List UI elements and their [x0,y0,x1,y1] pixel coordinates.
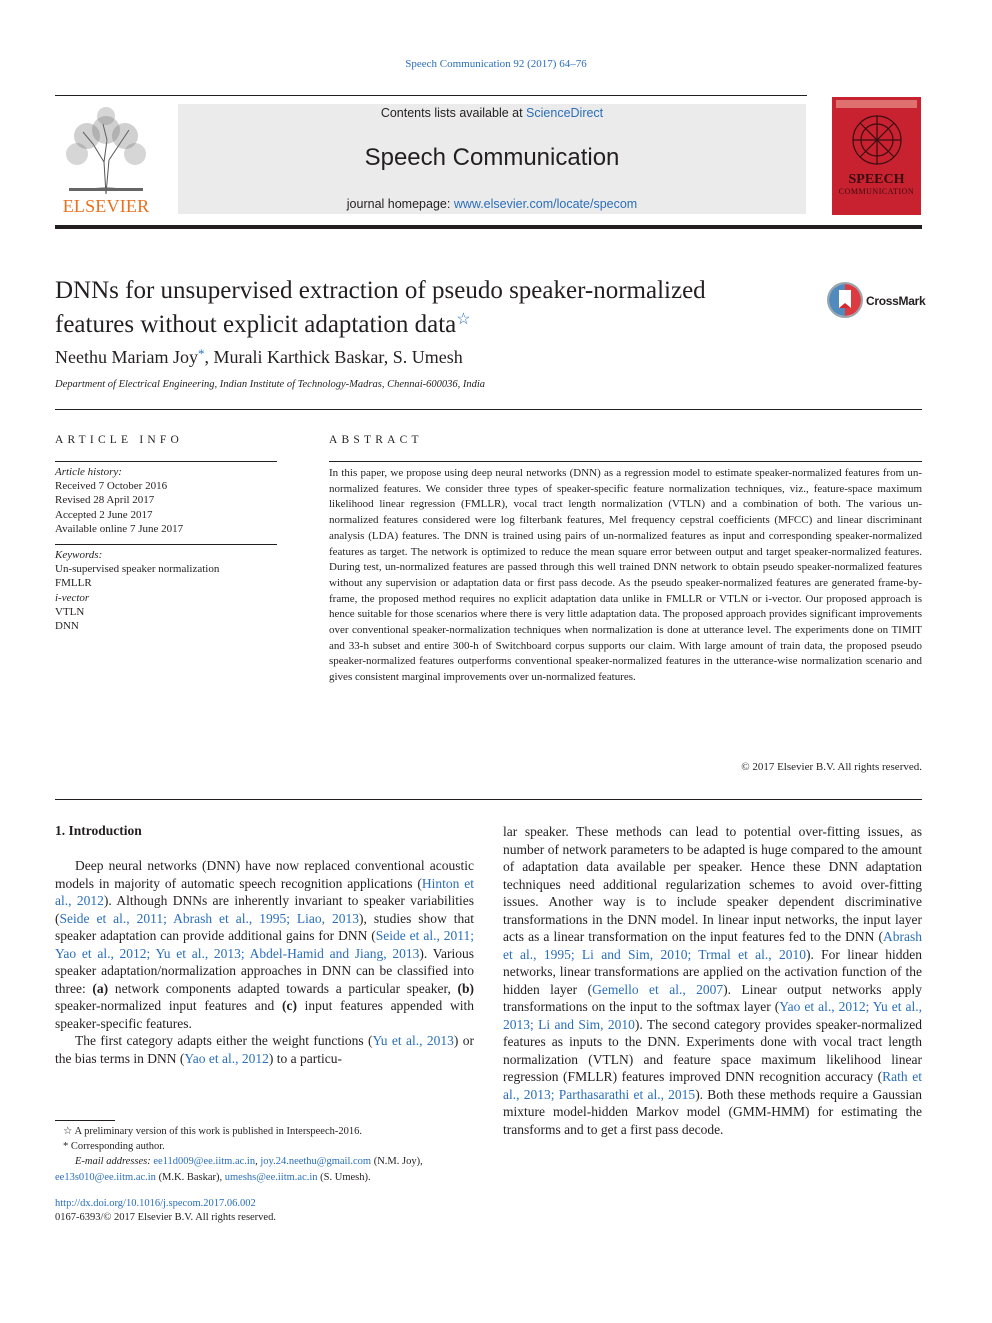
abstract-label: ABSTRACT [329,434,423,446]
title-block-rule [55,409,922,410]
journal-homepage-link[interactable]: www.elsevier.com/locate/specom [453,197,638,211]
other-authors: , Murali Karthick Baskar, S. Umesh [204,347,463,367]
article-info-label: ARTICLE INFO [55,434,183,446]
cover-ornament-icon [846,112,908,168]
citation-link[interactable]: Rath et al., 2013; Parthasarathi et al., 2015 [503,1069,922,1102]
footnote-asterisk: * [63,1141,69,1153]
title-line-1: DNNs for unsupervised extraction of pseudo speaker-normalized [55,277,706,304]
footnote-star-icon: ☆ [63,1126,73,1137]
abstract-bottom-rule [55,799,922,800]
crossmark-icon[interactable] [827,282,863,318]
title-line-2 [55,305,775,339]
citation-link[interactable]: Abrash et al., 1995; Li and Sim, 2010; Trmal et al., 2010 [503,929,922,962]
email-link[interactable]: ee11d009@ee.iitm.ac.in [153,1156,256,1168]
email-link[interactable]: joy.24.neethu@gmail.com [260,1156,372,1168]
title-line-2-text: features without explicit adaptation data [55,311,457,338]
keywords [55,548,277,633]
footnote-preliminary: ☆ A preliminary version of this work is published in Interspeech-2016. [63,1126,362,1137]
citation-link[interactable]: Yao et al., 2012 [184,1050,269,1066]
journal-citation[interactable]: Speech Communication 92 (2017) 64–76 [405,58,587,70]
homepage-prefix: journal homepage: [346,197,454,211]
keywords-rule [55,544,277,545]
contents-available-line [178,106,806,120]
footnote-emails-cont: ee13s010@ee.iitm.ac.in (M.K. Baskar), umeshs@ee.iitm.ac.in (S. Umesh). [55,1171,371,1183]
crossmark-label[interactable]: CrossMark [866,294,926,308]
citation-link[interactable]: Gemello et al., 2007 [592,981,724,997]
abstract-copyright: © 2017 Elsevier B.V. All rights reserved. [741,761,922,773]
footnote-rule [55,1120,115,1121]
citation-link[interactable]: Yao et al., 2012; Yu et al., 2013; Li and Sim, 2010 [503,999,922,1032]
issn-copyright: 0167-6393/© 2017 Elsevier B.V. All rights reserved. [55,1212,276,1223]
journal-title: Speech Communication [364,144,620,171]
footnote-emails: E-mail addresses: ee11d009@ee.iitm.ac.in, joy.24.neethu@gmail.com (N.M. Joy), [75,1156,423,1168]
history-online: Available online 7 June 2017 [55,522,184,535]
keywords-heading: Keywords: [55,549,103,561]
article-info-rule [55,461,277,462]
footnote-corresponding: * Corresponding author. [63,1141,165,1153]
citation-link[interactable]: Seide et al., 2011; Abrash et al., 1995; Liao, 2013 [59,910,359,926]
title-footnote-star-icon[interactable]: ☆ [456,311,471,328]
intro-paragraph-2: The first category adapts either the weight functions (Yu et al., 2013) or the bias terms in DNN (Yao et al., 2012) to a particu- [55,1033,474,1066]
body-column-right [503,823,922,1138]
publisher-wordmark: ELSEVIER [62,196,150,216]
email-link[interactable]: umeshs@ee.iitm.ac.in [224,1171,318,1183]
cover-subtitle: COMMUNICATION [838,187,915,196]
author-list [55,346,463,368]
keyword-item: Un-supervised speaker normalization [55,563,220,576]
intro-paragraph-1: Deep neural networks (DNN) have now replaced conventional acoustic models in majority of automatic speech recognition applications (Hinton et al., 2012). Although DNNs are inherently invariant to speaker variabilities (Seide et al., 2011; Abrash et al., 1995; Liao, 2013), studies show that speaker adaptation can provide additional gains for DNN (Seide et al., 2011; Yao et al., 2012; Yu et al., 2013; Abdel-Hamid and Jiang, 2013). Various speaker adaptation/normalization approaches in DNN can be classified into three: (a) network components adapted towards a particular speaker, (b) speaker-normalized input features and (c) input features appended with speaker-specific features. [55,858,475,1031]
journal-homepage-line [178,197,806,211]
history-heading: Article history: [55,466,122,478]
abstract-rule [329,461,922,462]
author-joy: Neethu Mariam Joy [55,347,198,367]
cover-title: SPEECH [848,172,905,187]
article-history [55,465,277,536]
contents-prefix: Contents lists available at [380,106,527,120]
citation-link[interactable]: Hinton et al., 2012 [55,875,475,908]
history-accepted: Accepted 2 June 2017 [55,508,153,521]
email-link[interactable]: ee13s010@ee.iitm.ac.in [55,1171,156,1183]
corresponding-author-mark[interactable]: * [197,346,205,361]
keyword-item: VTLN [55,605,85,618]
citation-link[interactable]: Seide et al., 2011; Yao et al., 2012; Yu et al., 2013; Abdel-Hamid and Jiang, 2013 [55,928,474,961]
keyword-item: FMLLR [55,577,92,590]
abstract-text: In this paper, we propose using deep neural networks (DNN) as a regression model to estimate speaker-normalized features from un-normalized features. We consider three types of speaker-specific feature normalization techniques, viz., feature-space maximum likelihood linear regression (FMLLR), vocal tract length normalization (VTLN) and a combination of both. The various un-normalized features considered were log filterbank features, Mel frequency cepstral coefficients (MFCC) and linear discriminant analysis (LDA) features. The DNN is trained using pairs of un-normalized features as input and corresponding speaker-normalized features as target. The network is optimized to reduce the mean square error between output and target speaker-normalized features. During test, un-normalized features are passed through this well trained DNN network to obtain pseudo speaker-normalized features without any supervision or adaptation data or first pass decode. As the pseudo speaker-normalized features are generated frame-by-frame, the proposed method requires no explicit adaptation data unlike in FMLLR or VTLN or i-vector. Our proposed approach is hence suitable for those scenarios where there is very little adaptation data. The proposed approach provides significant improvements over conventional speaker-normalization techniques when normalization is done at utterance level. The experiments done on TIMIT and 33-h subset and entire 300-h of Switchboard corpus supports our claim. With large amount of train data, the proposed pseudo speaker-normalized features outperforms conventional speaker-normalized features in the utterance-wise normalization scenario and gives consistent marginal improvements over un-normalized features. [329,467,922,684]
keyword-item: i-vector [55,591,90,604]
history-revised: Revised 28 April 2017 [55,494,155,507]
affiliation: Department of Electrical Engineering, Indian Institute of Technology-Madras, Chennai-600036, India [55,379,486,390]
footnotes [55,1124,475,1185]
body-column-left [55,857,474,1067]
intro-paragraph-2-continued: lar speaker. These methods can lead to potential over-fitting issues, as number of network parameters to be adapted is huge compared to the amount of adaptation data available per speaker. Hence these DNN adaptation techniques need additional regularization schemes to avoid over-fitting issues. Another way is to include speaker dependent discriminative transformations in the DNN model. In linear input networks, the input layer acts as a linear transformation on the input features fed to the DNN (Abrash et al., 1995; Li and Sim, 2010; Trmal et al., 2010). For linear hidden networks, linear transformations are applied on the activation function of the hidden layer (Gemello et al., 2007). Linear output networks apply transformations on the input to the softmax layer (Yao et al., 2012; Yu et al., 2013; Li and Sim, 2010). The second category provides speaker-normalized features as inputs to the DNN. Experiments done with vocal tract length normalization (VTLN) and feature space maximum likelihood linear regression (FMLLR) features improved DNN recognition accuracy (Rath et al., 2013; Parthasarathi et al., 2015). Both these methods require a Gaussian mixture model-hidden Markov model (GMM-HMM) for estimating the transforms and to get a first pass decode. [503,824,922,1137]
section-heading-introduction: 1. Introduction [55,823,142,838]
doi-link[interactable]: http://dx.doi.org/10.1016/j.specom.2017.06.002 [55,1198,256,1209]
masthead-thick-rule [55,225,922,229]
sciencedirect-link[interactable]: ScienceDirect [526,106,604,120]
history-received: Received 7 October 2016 [55,480,168,493]
masthead-divider [55,95,807,96]
keyword-item: DNN [55,620,79,633]
cover-top-band [836,100,917,108]
citation-link[interactable]: Yu et al., 2013 [372,1033,454,1048]
article-title [55,276,775,339]
